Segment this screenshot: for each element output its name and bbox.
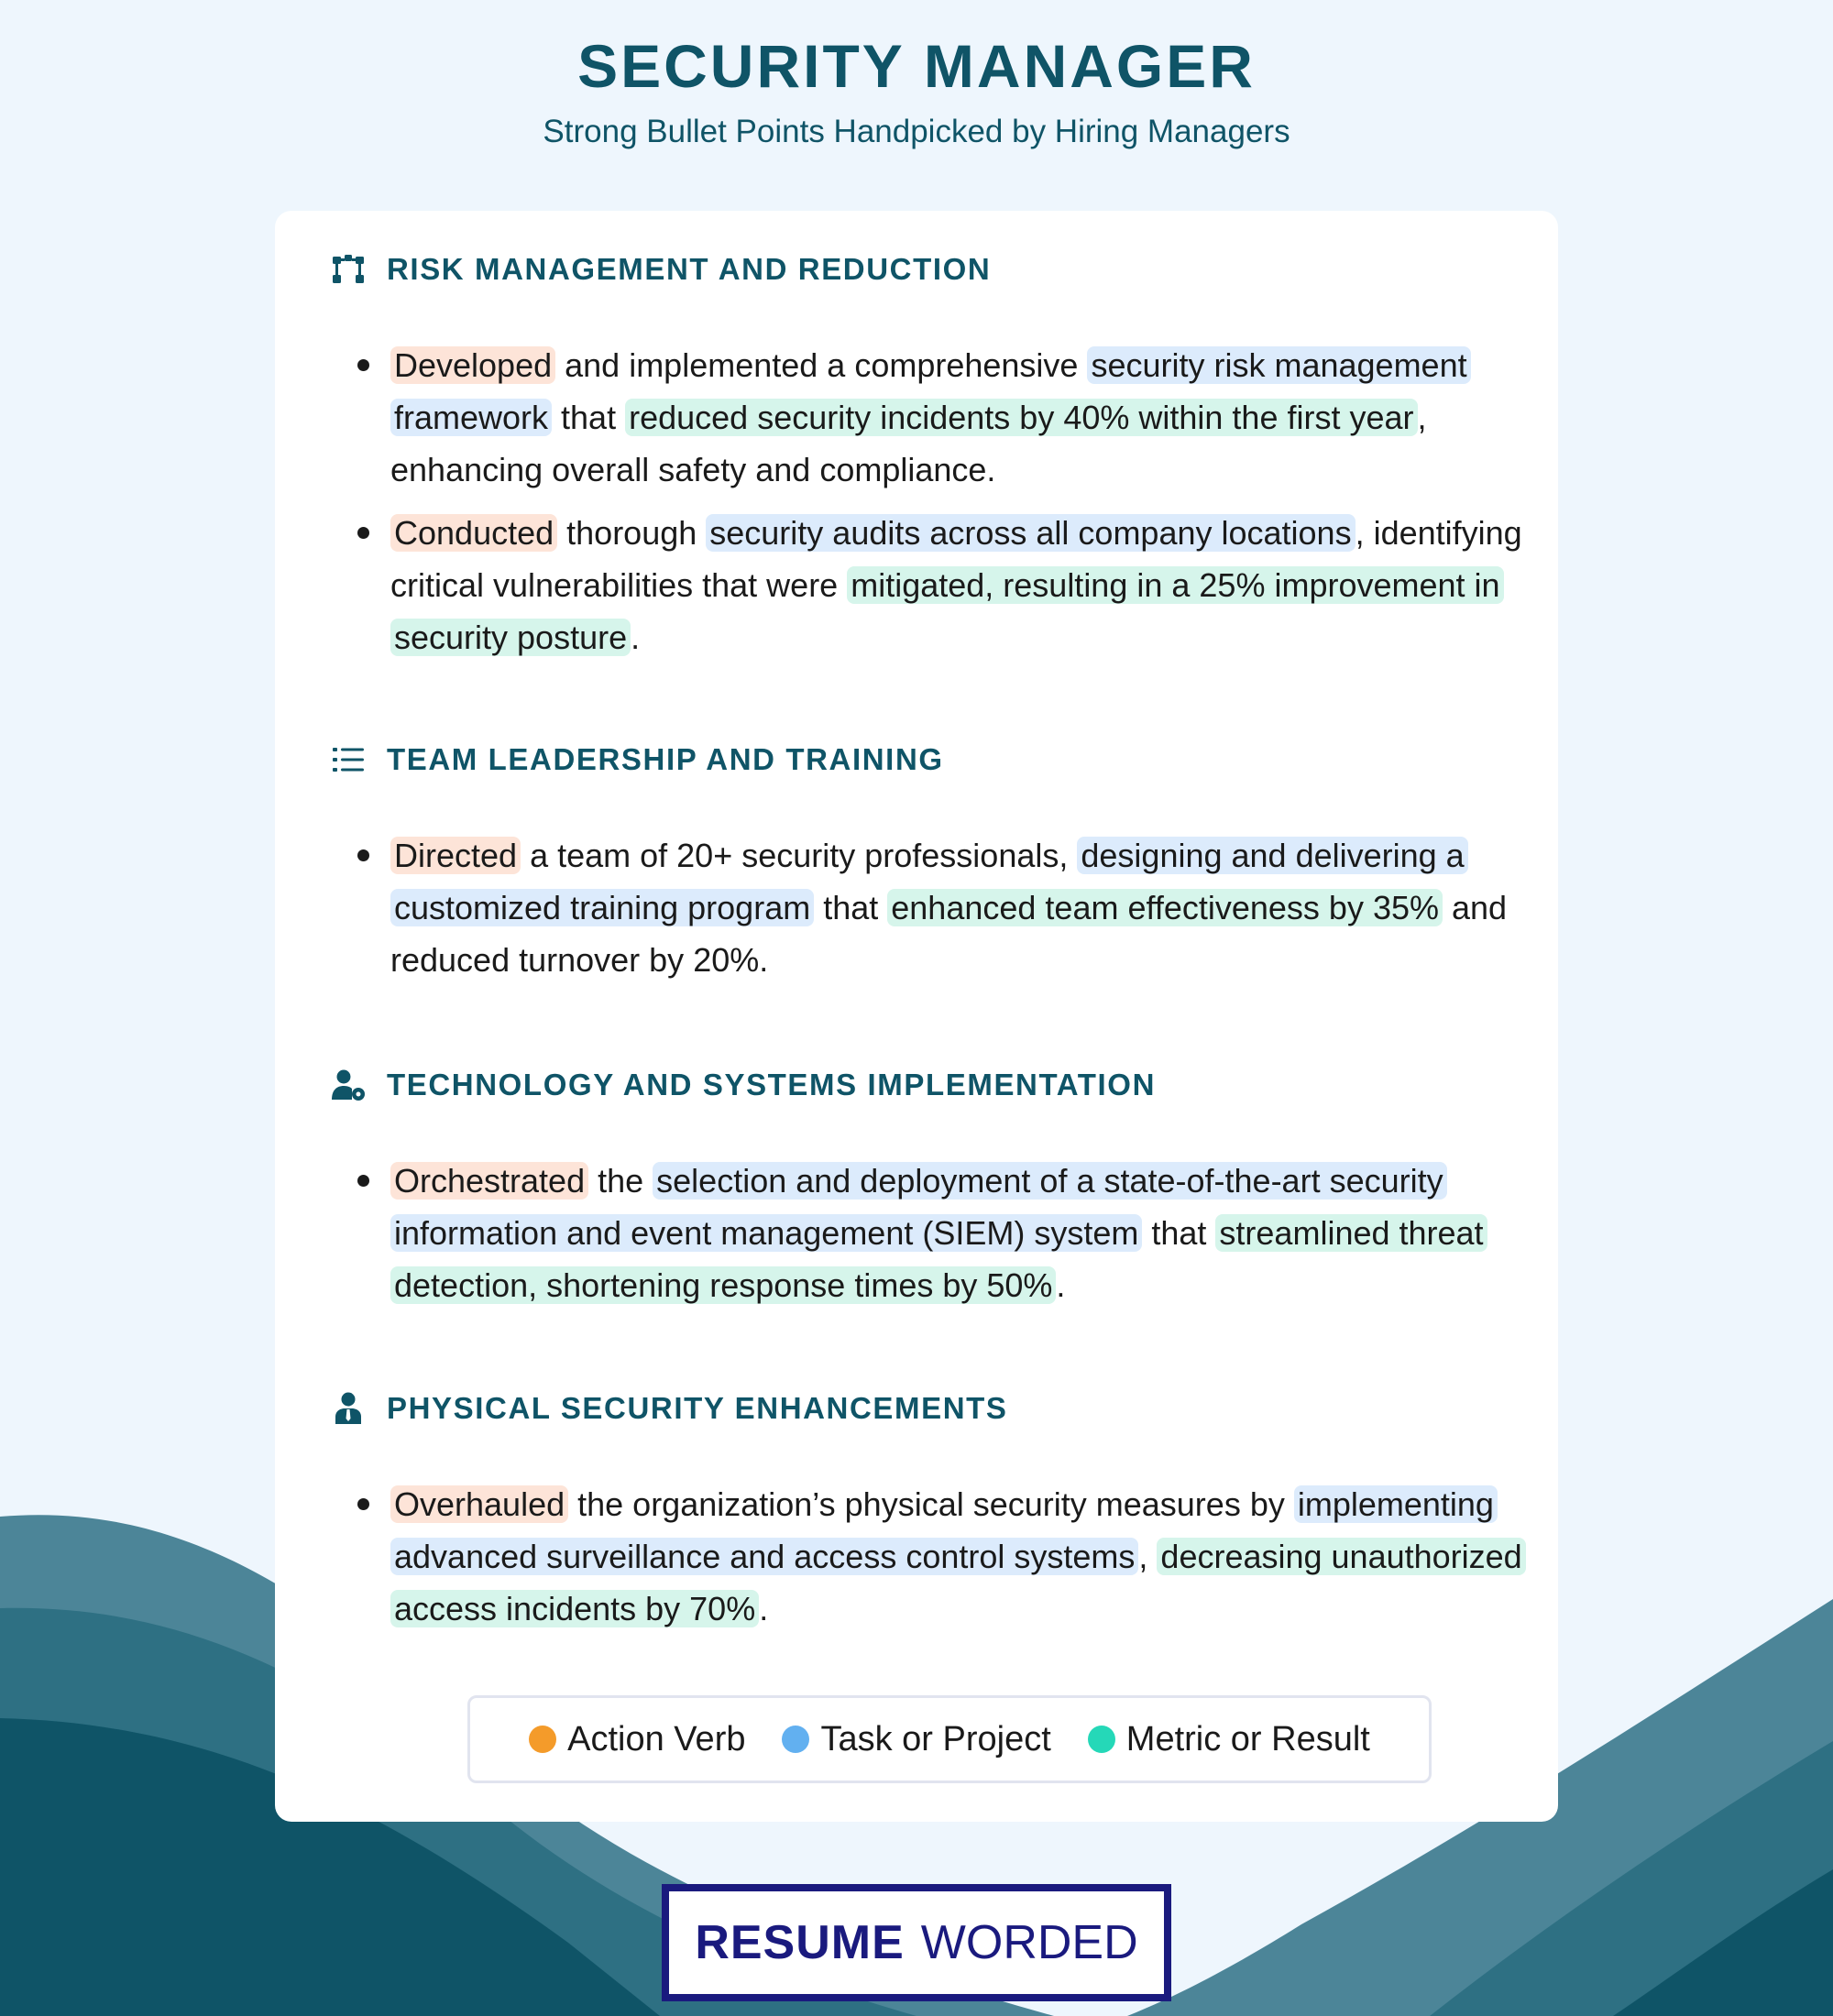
- bullet-item: [330, 1478, 1564, 1635]
- bullet-points-card: [275, 211, 1558, 1822]
- metric-or-result: streamlined threat detection, shortening response times by 50%: [390, 1214, 1487, 1304]
- plain-text: .: [631, 619, 641, 656]
- bullet-dot: [357, 849, 369, 861]
- plain-text: .: [759, 1590, 769, 1627]
- plain-text: and implemented a comprehensive: [555, 346, 1088, 384]
- metric-or-result: mitigated, resulting in a 25% improvement in security posture: [390, 566, 1504, 656]
- plain-text: , enhancing overall safety and compliance.: [390, 399, 1427, 488]
- legend-label: Task or Project: [820, 1719, 1051, 1759]
- task-or-project: security audits across all company locations: [706, 514, 1355, 552]
- section-header: [330, 247, 1521, 291]
- section-technology-systems: [330, 1063, 1521, 1322]
- plain-text: .: [1056, 1266, 1066, 1304]
- plain-text: the: [588, 1162, 653, 1200]
- action-verb: Directed: [390, 837, 521, 874]
- plain-text: , identifying critical vulnerabilities that were: [390, 514, 1522, 604]
- metric-or-result: enhanced team effectiveness by 35%: [887, 889, 1443, 926]
- bullet-dot: [357, 527, 369, 539]
- section-header: [330, 738, 1521, 782]
- bullet-item: [330, 507, 1564, 663]
- legend-item-action-verb: [529, 1720, 745, 1759]
- section-header: [330, 1063, 1521, 1107]
- legend-dot: [782, 1726, 809, 1753]
- legend-item-task-or-project: [782, 1720, 1050, 1759]
- bullet-list: [330, 339, 1521, 663]
- section-title: TECHNOLOGY AND SYSTEMS IMPLEMENTATION: [387, 1068, 1157, 1101]
- bullet-dot: [357, 1175, 369, 1187]
- network-icon: [330, 251, 370, 288]
- bullet-list: [330, 1155, 1521, 1311]
- bullet-list: [330, 1478, 1521, 1635]
- list-icon: [330, 741, 370, 778]
- task-or-project: selection and deployment of a state-of-the-art security information and event management (SIEM) system: [390, 1162, 1447, 1252]
- bullet-dot: [357, 1498, 369, 1510]
- section-title: RISK MANAGEMENT AND REDUCTION: [387, 252, 992, 286]
- action-verb: Overhauled: [390, 1485, 568, 1523]
- section-team-leadership: [330, 738, 1521, 997]
- plain-text: and reduced turnover by 20%.: [390, 889, 1508, 979]
- section-title: PHYSICAL SECURITY ENHANCEMENTS: [387, 1391, 1008, 1425]
- bullet-dot: [357, 359, 369, 371]
- metric-or-result: decreasing unauthorized access incidents by 70%: [390, 1538, 1526, 1627]
- plain-text: that: [1142, 1214, 1216, 1252]
- task-or-project: designing and delivering a customized training program: [390, 837, 1468, 926]
- logo-word-bold: RESUME: [695, 1916, 905, 1969]
- action-verb: Conducted: [390, 514, 557, 552]
- action-verb: Orchestrated: [390, 1162, 588, 1200]
- plain-text: the organization’s physical security measures by: [568, 1485, 1294, 1523]
- plain-text: that: [814, 889, 888, 926]
- plain-text: ,: [1138, 1538, 1158, 1575]
- page-title: SECURITY MANAGER: [577, 32, 1256, 100]
- plain-text: thorough: [557, 514, 707, 552]
- legend-label: Action Verb: [567, 1719, 746, 1759]
- legend-dot: [529, 1726, 556, 1753]
- task-or-project: implementing advanced surveillance and access control systems: [390, 1485, 1498, 1575]
- section-title: TEAM LEADERSHIP AND TRAINING: [387, 742, 944, 776]
- highlight-legend: [467, 1695, 1432, 1783]
- page-subtitle: Strong Bullet Points Handpicked by Hiring Managers: [543, 114, 1290, 149]
- plain-text: that: [552, 399, 626, 436]
- task-or-project: security risk management framework: [390, 346, 1471, 436]
- legend-item-metric-or-result: [1088, 1720, 1370, 1759]
- section-risk-management: [330, 247, 1521, 674]
- user-settings-icon: [330, 1067, 370, 1103]
- metric-or-result: reduced security incidents by 40% within the first year: [625, 399, 1417, 436]
- bullet-item: [330, 339, 1564, 496]
- bullet-item: [330, 1155, 1564, 1311]
- section-physical-security: [330, 1386, 1521, 1646]
- bullet-list: [330, 829, 1521, 986]
- bullet-item: [330, 829, 1564, 986]
- legend-label: Metric or Result: [1125, 1719, 1370, 1759]
- person-tie-icon: [330, 1390, 370, 1427]
- section-header: [330, 1386, 1521, 1430]
- legend-dot: [1088, 1726, 1115, 1753]
- plain-text: a team of 20+ security professionals,: [521, 837, 1078, 874]
- logo-word-light: WORDED: [920, 1916, 1138, 1969]
- resume-worded-logo[interactable]: [662, 1884, 1171, 2001]
- action-verb: Developed: [390, 346, 555, 384]
